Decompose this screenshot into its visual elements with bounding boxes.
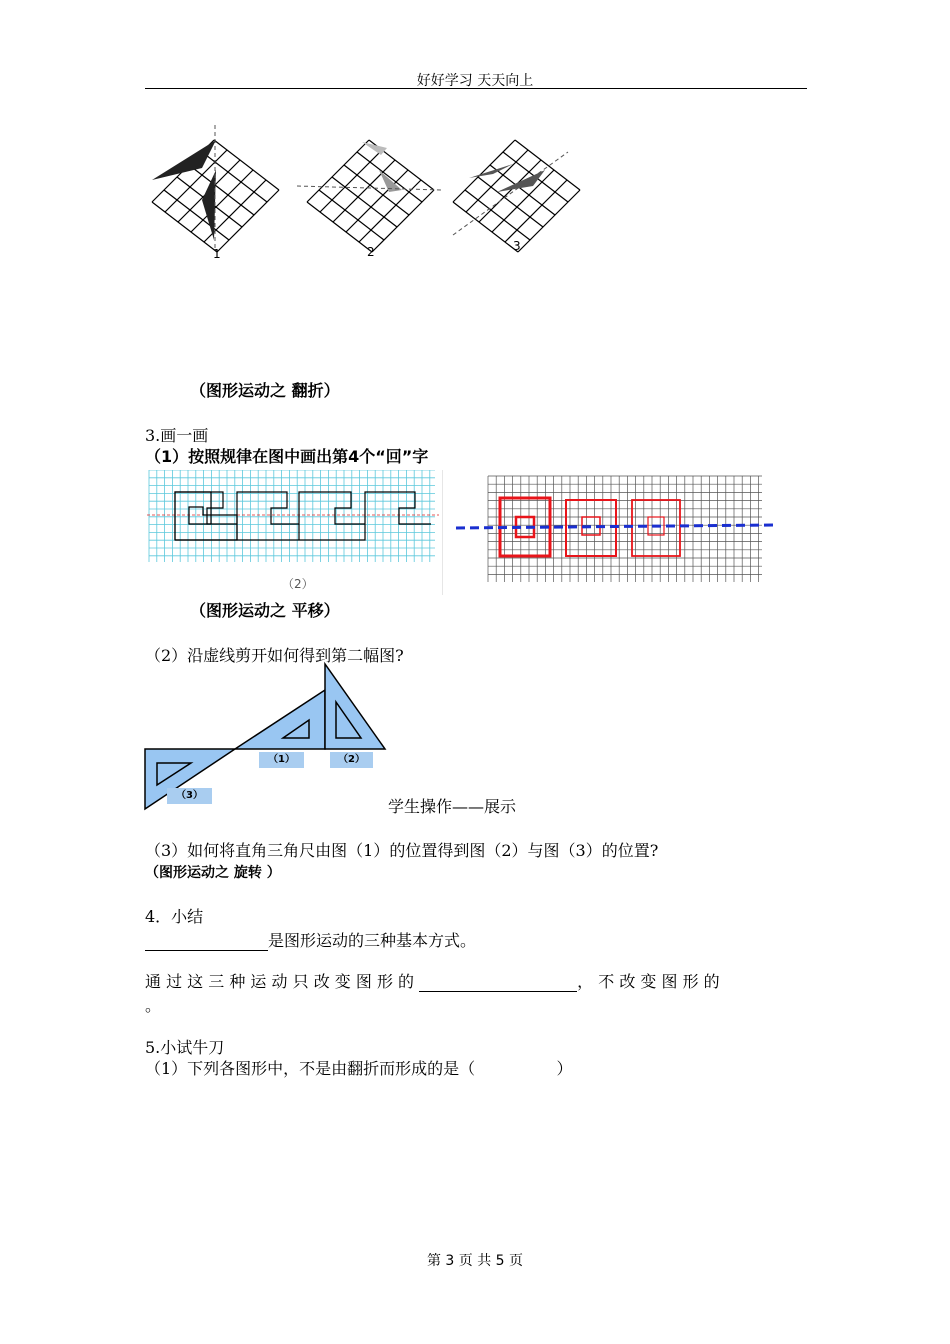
triangle-label-2: （2） <box>330 752 373 768</box>
fold-label-3: 3 <box>513 239 521 253</box>
grid-label: （2） <box>282 577 314 591</box>
section5-title: 5.小试牛刀 <box>145 1038 225 1057</box>
triangle-2 <box>325 664 385 749</box>
section3-q1: （1）按照规律在图中画出第4个“回”字 <box>145 447 429 466</box>
summary-line-2-end: ， 不 改 变 图 形 的 <box>577 972 720 991</box>
fold-label-1: 1 <box>213 247 221 261</box>
answer-blank-1[interactable] <box>145 934 268 951</box>
fold-caption: （图形运动之 翻折） <box>190 381 340 400</box>
section5-q1: （1）下列各图形中，不是由翻折而形成的是（ ） <box>145 1059 573 1078</box>
triangle-label-1: （1） <box>259 752 304 768</box>
page-footer: 第 3 页 共 5 页 <box>426 1253 524 1269</box>
fold-label-2: 2 <box>367 245 375 259</box>
translation-grid-1 <box>147 470 439 595</box>
fold-shape-upper <box>152 140 216 180</box>
hui-outer-3 <box>632 500 680 556</box>
summary-line-3: 。 <box>145 996 162 1015</box>
section3-title: 3.画一画 <box>145 426 209 445</box>
header-rule <box>145 88 807 89</box>
summary-line-2 <box>145 969 720 992</box>
section3-q3: （3）如何将直角三角尺由图（1）的位置得到图（2）与图（3）的位置? <box>145 841 659 860</box>
page-header: 好好学习 天天向上 <box>416 73 534 89</box>
rotation-caption: （图形运动之 旋转 ） <box>145 865 281 881</box>
fold-figures <box>145 120 595 270</box>
answer-blank-2[interactable] <box>419 975 577 992</box>
triangle-1 <box>235 690 325 749</box>
triangle-label-3: （3） <box>167 788 212 804</box>
summary-line-2-start: 通 过 这 三 种 运 动 只 改 变 图 形 的 <box>145 972 415 991</box>
section4-title: 4．小结 <box>145 907 204 926</box>
summary-line-1 <box>145 928 476 951</box>
translation-caption: （图形运动之 平移） <box>190 601 340 620</box>
translation-grid-2 <box>442 470 782 595</box>
section3-q2: （2）沿虚线剪开如何得到第二幅图? <box>145 646 404 665</box>
summary-line-1-text: 是图形运动的三种基本方式。 <box>268 931 477 950</box>
demo-text: 学生操作——展示 <box>388 797 517 816</box>
